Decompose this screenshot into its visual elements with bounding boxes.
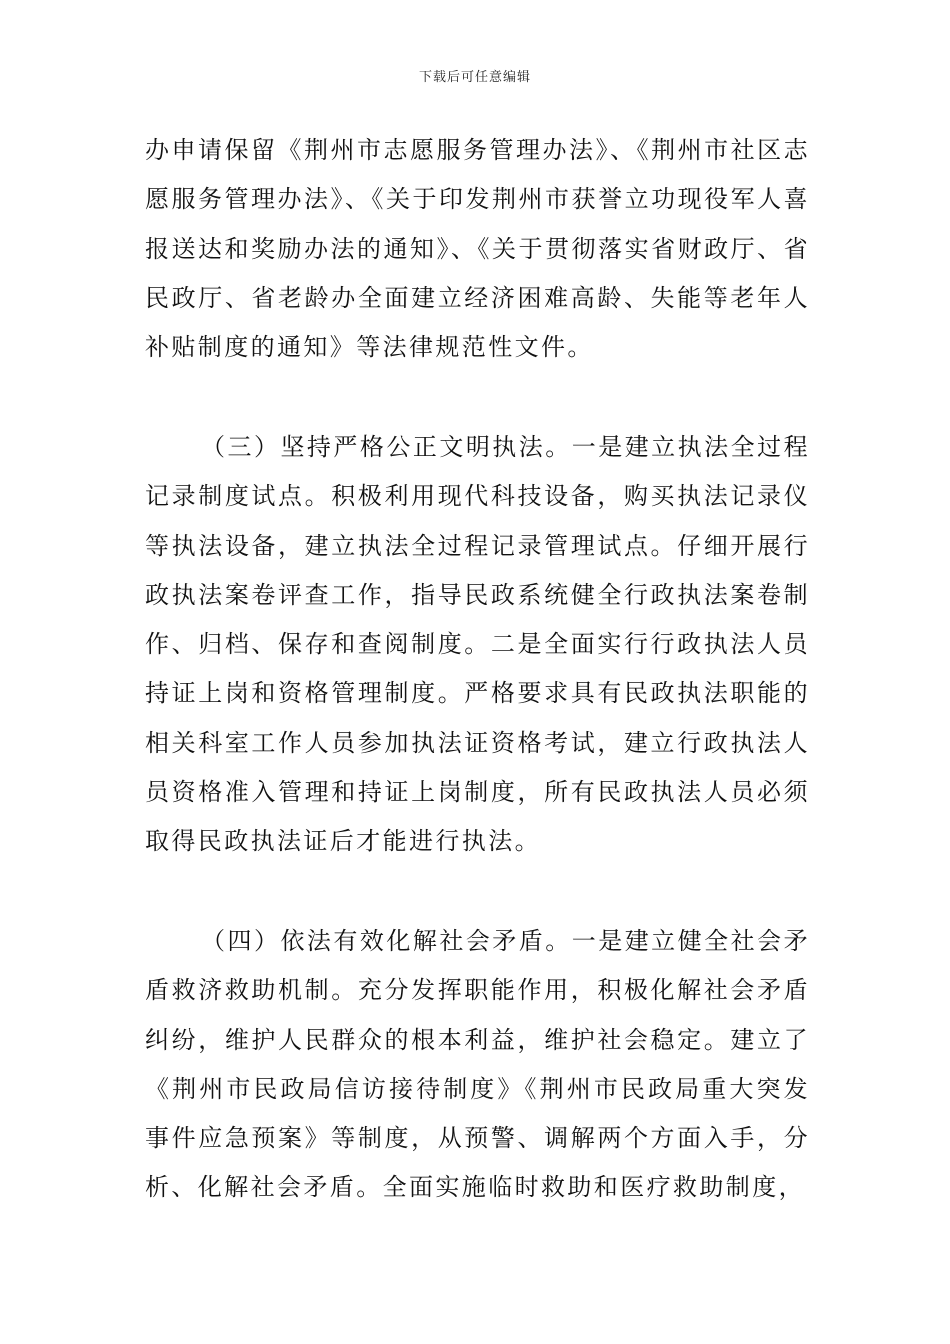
paragraph-section-3: （三）坚持严格公正文明执法。一是建立执法全过程记录制度试点。积极利用现代科技设备，购买执法记录仪等执法设备，建立执法全过程记录管理试点。仔细开展行政执法案卷评查工作，指导民政系统健全行政执法案卷制作、归档、保存和查阅制度。二是全面实行行政执法人员持证上岗和资格管理制度。严格要求具有民政执法职能的相关科室工作人员参加执法证资格考试，建立行政执法人员资格准入管理和持证上岗制度，所有民政执法人员必须取得民政执法证后才能进行执法。 xyxy=(145,433,810,856)
page-header: 下载后可任意编辑 xyxy=(418,70,531,85)
paragraph-continued: 办申请保留《荆州市志愿服务管理办法》、《荆州市社区志愿服务管理办法》、《关于印发荆州市获誉立功现役军人喜报送达和奖励办法的通知》、《关于贯彻落实省财政厅、省民政厅、省老龄办全面建立经济困难高龄、失能等老年人补贴制度的通知》等法律规范性文件。 xyxy=(145,136,810,362)
paragraph-section-4: （四）依法有效化解社会矛盾。一是建立健全社会矛盾救济救助机制。充分发挥职能作用，积极化解社会矛盾纠纷，维护人民群众的根本利益，维护社会稳定。建立了《荆州市民政局信访接待制度》《荆州市民政局重大突发事件应急预案》等制度，从预警、调解两个方面入手，分析、化解社会矛盾。全面实施临时救助和医疗救助制度， xyxy=(145,927,810,1202)
